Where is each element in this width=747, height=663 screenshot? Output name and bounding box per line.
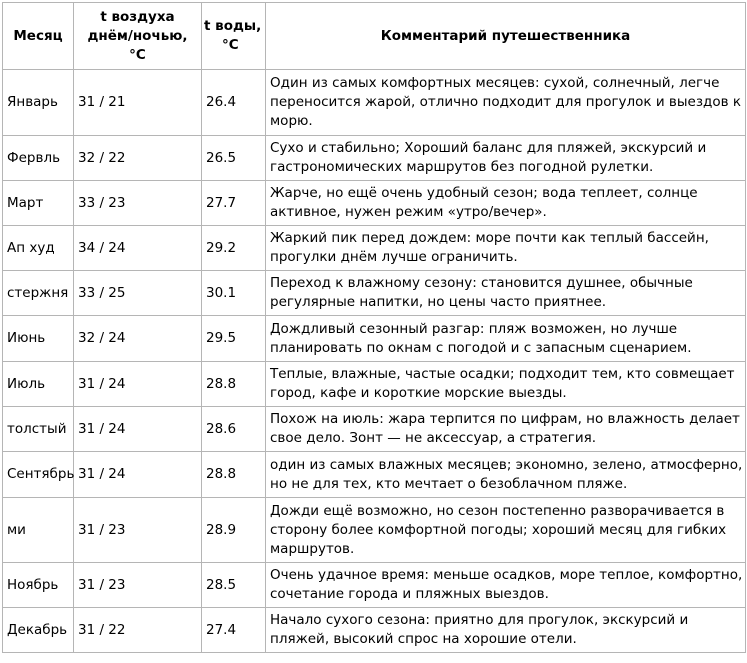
cell-water: 28.5 xyxy=(202,563,266,608)
table-row xyxy=(3,181,746,226)
cell-comment: Дождливый сезонный разгар: пляж возможен, но лучше планировать по окнам с погодой и с запасным сценарием. xyxy=(266,316,746,362)
table-row xyxy=(3,362,746,407)
cell-water: 28.8 xyxy=(202,362,266,407)
cell-air: 34 / 24 xyxy=(74,226,202,271)
cell-water: 30.1 xyxy=(202,271,266,316)
cell-month: Фервль xyxy=(3,136,74,181)
header-air-temp: t воздуха днём/ночью, °C xyxy=(74,3,202,70)
cell-comment: Один из самых комфортных месяцев: сухой, солнечный, легче переносится жарой, отлично подходит для прогулок и выездов к морю. xyxy=(266,70,746,136)
cell-water: 27.7 xyxy=(202,181,266,226)
cell-water: 29.5 xyxy=(202,316,266,362)
cell-comment: Теплые, влажные, частые осадки; подходит тем, кто совмещает город, кафе и короткие морские выезды. xyxy=(266,362,746,407)
climate-table xyxy=(2,2,746,653)
cell-comment: Переход к влажному сезону: становится душнее, обычные регулярные напитки, но цены часто приятнее. xyxy=(266,271,746,316)
cell-comment: Очень удачное время: меньше осадков, море теплое, комфортно, сочетание города и пляжных выездов. xyxy=(266,563,746,608)
cell-water: 26.4 xyxy=(202,70,266,136)
cell-air: 31 / 23 xyxy=(74,498,202,563)
table-row xyxy=(3,498,746,563)
cell-air: 31 / 22 xyxy=(74,608,202,653)
cell-air: 31 / 21 xyxy=(74,70,202,136)
table-row xyxy=(3,271,746,316)
cell-air: 31 / 24 xyxy=(74,452,202,498)
cell-comment: Начало сухого сезона: приятно для прогулок, экскурсий и пляжей, высокий спрос на хорошие отели. xyxy=(266,608,746,653)
table-row xyxy=(3,70,746,136)
cell-comment: Жарче, но ещё очень удобный сезон; вода теплеет, солнце активное, нужен режим «утро/вечер». xyxy=(266,181,746,226)
cell-water: 29.2 xyxy=(202,226,266,271)
cell-month: Декабрь xyxy=(3,608,74,653)
cell-comment: Дожди ещё возможно, но сезон постепенно разворачивается в сторону более комфортной погоды; хороший месяц для гибких маршрутов. xyxy=(266,498,746,563)
cell-air: 31 / 24 xyxy=(74,407,202,452)
cell-air: 33 / 23 xyxy=(74,181,202,226)
cell-month: Сентябрь xyxy=(3,452,74,498)
cell-comment: Похож на июль: жара терпится по цифрам, но влажность делает свое дело. Зонт — не аксессуар, а стратегия. xyxy=(266,407,746,452)
cell-air: 31 / 23 xyxy=(74,563,202,608)
table-row xyxy=(3,136,746,181)
cell-air: 32 / 24 xyxy=(74,316,202,362)
table-row xyxy=(3,407,746,452)
cell-air: 31 / 24 xyxy=(74,362,202,407)
cell-water: 27.4 xyxy=(202,608,266,653)
cell-water: 28.8 xyxy=(202,452,266,498)
table-row xyxy=(3,608,746,653)
cell-month: толстый xyxy=(3,407,74,452)
cell-month: Июнь xyxy=(3,316,74,362)
cell-comment: Сухо и стабильно; Хороший баланс для пляжей, экскурсий и гастрономических маршрутов без погодной рулетки. xyxy=(266,136,746,181)
table-header-row xyxy=(3,3,746,70)
cell-month: Январь xyxy=(3,70,74,136)
cell-comment: Жаркий пик перед дождем: море почти как теплый бассейн, прогулки днём лучше ограничить. xyxy=(266,226,746,271)
cell-air: 32 / 22 xyxy=(74,136,202,181)
table-row xyxy=(3,226,746,271)
cell-month: Март xyxy=(3,181,74,226)
header-month: Месяц xyxy=(3,3,74,70)
header-water-temp: t воды, °C xyxy=(202,3,266,70)
cell-comment: один из самых влажных месяцев; экономно, зелено, атмосферно, но не для тех, кто мечтает о безоблачном пляже. xyxy=(266,452,746,498)
cell-water: 28.9 xyxy=(202,498,266,563)
table-body xyxy=(3,70,746,653)
cell-water: 26.5 xyxy=(202,136,266,181)
table-row xyxy=(3,452,746,498)
cell-month: стержня xyxy=(3,271,74,316)
cell-month: Июль xyxy=(3,362,74,407)
cell-month: ми xyxy=(3,498,74,563)
cell-water: 28.6 xyxy=(202,407,266,452)
cell-month: Ноябрь xyxy=(3,563,74,608)
cell-air: 33 / 25 xyxy=(74,271,202,316)
table-row xyxy=(3,563,746,608)
header-comment: Комментарий путешественника xyxy=(266,3,746,70)
cell-month: Ап худ xyxy=(3,226,74,271)
table-row xyxy=(3,316,746,362)
